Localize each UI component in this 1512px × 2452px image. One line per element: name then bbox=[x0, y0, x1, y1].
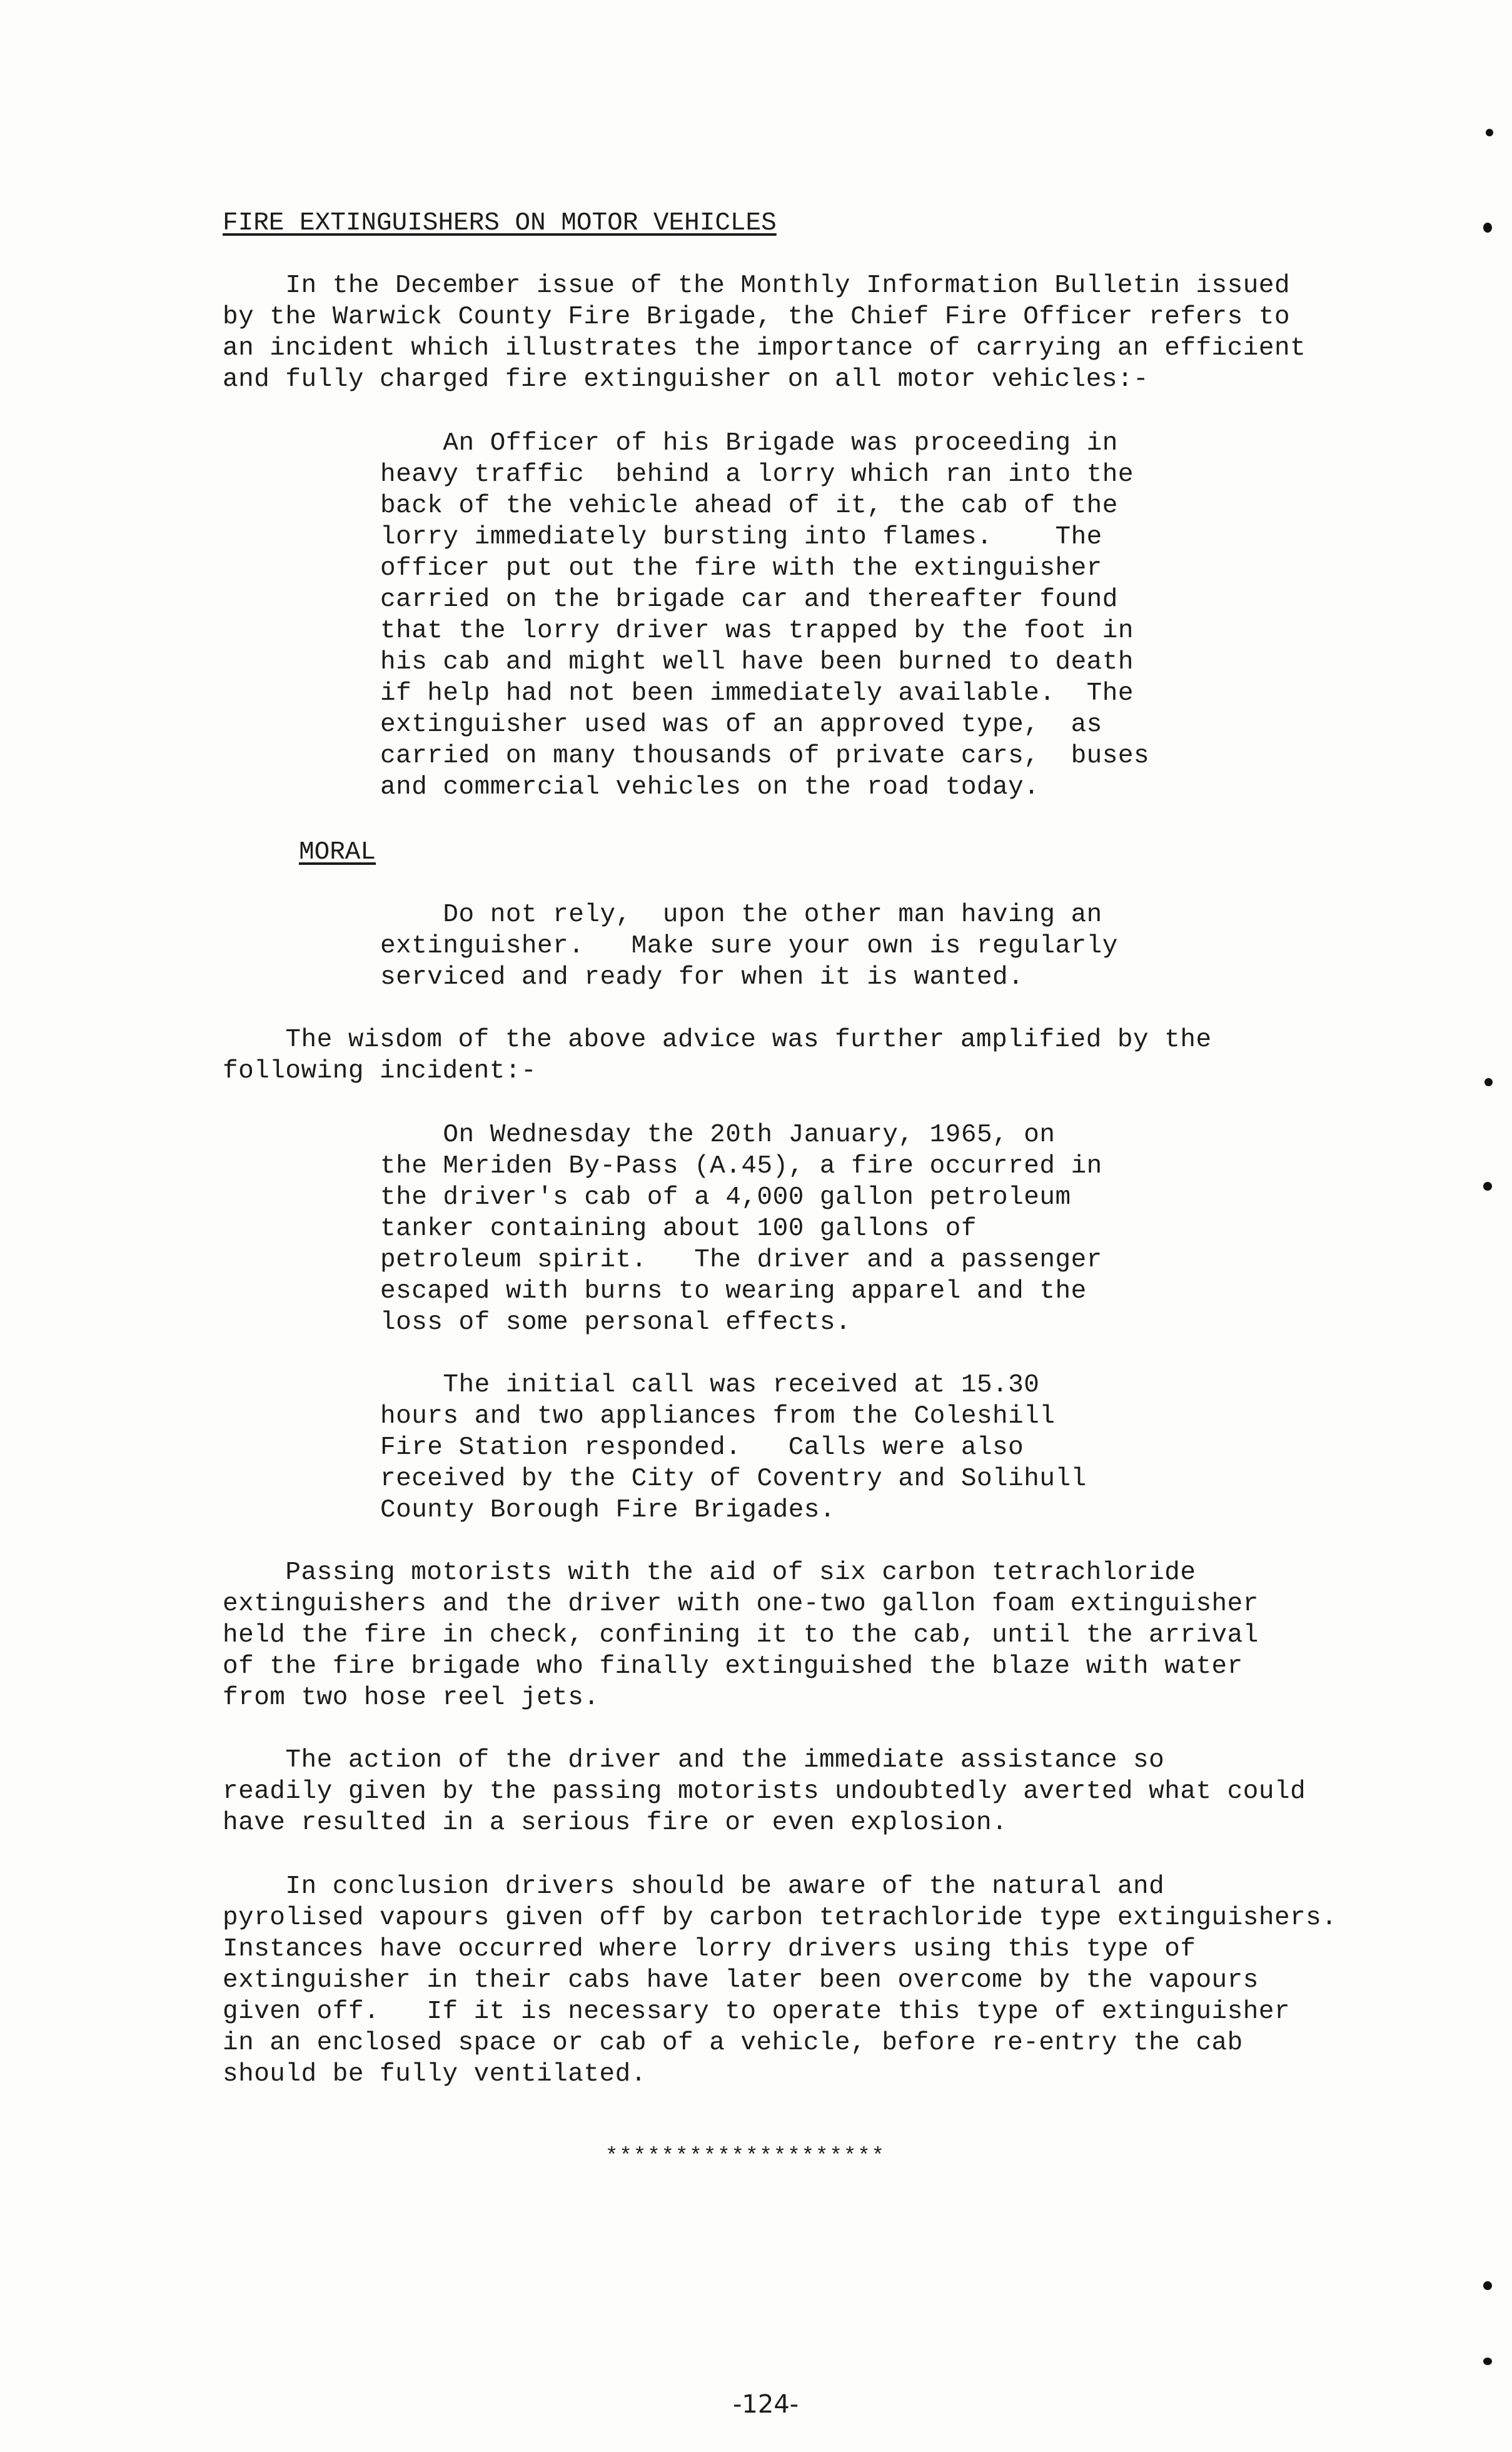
para2-line-2: following incident:- bbox=[223, 1057, 537, 1086]
page-number: -124- bbox=[733, 2390, 799, 2419]
para1-line-3: an incident which illustrates the importance of carrying an efficient bbox=[223, 334, 1306, 363]
quote1-line-1: An Officer of his Brigade was proceeding in bbox=[380, 429, 1118, 458]
quote3-line-3: Fire Station responded. Calls were also bbox=[380, 1433, 1024, 1462]
para2-line-1: The wisdom of the above advice was further amplified by the bbox=[223, 1026, 1212, 1054]
para5-line-2: pyrolised vapours given off by carbon tetrachloride type extinguishers. bbox=[223, 1904, 1338, 1932]
document-title: FIRE EXTINGUISHERS ON MOTOR VEHICLES bbox=[223, 209, 777, 238]
para3-line-2: extinguishers and the driver with one-two gallon foam extinguisher bbox=[223, 1590, 1259, 1618]
quote1-line-5: officer put out the fire with the extinguisher bbox=[380, 554, 1102, 583]
para1-line-1: In the December issue of the Monthly Information Bulletin issued bbox=[223, 271, 1291, 300]
quote2-line-5: petroleum spirit. The driver and a passenger bbox=[380, 1246, 1102, 1274]
quote3-line-2: hours and two appliances from the Coleshill bbox=[380, 1402, 1056, 1431]
para1-line-2: by the Warwick County Fire Brigade, the Chief Fire Officer refers to bbox=[223, 303, 1291, 331]
para5-line-1: In conclusion drivers should be aware of the natural and bbox=[223, 1872, 1165, 1901]
quote1-line-7: that the lorry driver was trapped by the foot in bbox=[380, 617, 1134, 645]
quote1-line-11: carried on many thousands of private cars, buses bbox=[380, 742, 1150, 770]
quote1-line-12: and commercial vehicles on the road today. bbox=[380, 773, 1040, 802]
quote2-line-6: escaped with burns to wearing apparel and the bbox=[380, 1277, 1087, 1306]
quote2-line-3: the driver's cab of a 4,000 gallon petroleum bbox=[380, 1183, 1071, 1212]
quote2-line-2: the Meriden By-Pass (A.45), a fire occurred in bbox=[380, 1152, 1102, 1181]
para3-line-4: of the fire brigade who finally extinguished the blaze with water bbox=[223, 1652, 1243, 1681]
margin-mark bbox=[1484, 1078, 1493, 1086]
para5-line-3: Instances have occurred where lorry drivers using this type of bbox=[223, 1935, 1196, 1964]
quote1-line-10: extinguisher used was of an approved type, as bbox=[380, 710, 1102, 739]
moral-line-2: extinguisher. Make sure your own is regularly bbox=[380, 932, 1118, 961]
quote2-line-4: tanker containing about 100 gallons of bbox=[380, 1214, 977, 1243]
moral-line-3: serviced and ready for when it is wanted. bbox=[380, 963, 1024, 992]
para4-line-1: The action of the driver and the immediate assistance so bbox=[223, 1746, 1165, 1775]
para3-line-1: Passing motorists with the aid of six carbon tetrachloride bbox=[223, 1558, 1196, 1587]
para3-line-3: held the fire in check, confining it to the cab, until the arrival bbox=[223, 1621, 1259, 1650]
moral-heading: MORAL bbox=[299, 838, 376, 867]
quote1-line-2: heavy traffic behind a lorry which ran into the bbox=[380, 460, 1134, 489]
quote3-line-1: The initial call was received at 15.30 bbox=[380, 1371, 1040, 1400]
quote3-line-4: received by the City of Coventry and Solihull bbox=[380, 1465, 1087, 1493]
quote2-line-7: loss of some personal effects. bbox=[380, 1308, 852, 1337]
margin-mark bbox=[1483, 223, 1492, 233]
quote1-line-6: carried on the brigade car and thereafter found bbox=[380, 585, 1118, 614]
separator-stars: ******************** bbox=[605, 2145, 886, 2169]
margin-mark bbox=[1483, 2358, 1492, 2365]
moral-line-1: Do not rely, upon the other man having an bbox=[380, 901, 1102, 929]
quote1-line-4: lorry immediately bursting into flames. The bbox=[380, 523, 1102, 552]
para4-line-2: readily given by the passing motorists undoubtedly averted what could bbox=[223, 1777, 1306, 1806]
para5-line-5: given off. If it is necessary to operate this type of extinguisher bbox=[223, 1997, 1291, 2026]
para5-line-7: should be fully ventilated. bbox=[223, 2060, 647, 2089]
para3-line-5: from two hose reel jets. bbox=[223, 1683, 600, 1712]
para1-line-4: and fully charged fire extinguisher on all motor vehicles:- bbox=[223, 365, 1149, 394]
quote1-line-3: back of the vehicle ahead of it, the cab of the bbox=[380, 492, 1118, 520]
quote1-line-9: if help had not been immediately available. The bbox=[380, 679, 1134, 708]
quote3-line-5: County Borough Fire Brigades. bbox=[380, 1496, 836, 1525]
margin-mark bbox=[1483, 1182, 1492, 1191]
para5-line-4: extinguisher in their cabs have later been overcome by the vapours bbox=[223, 1966, 1259, 1995]
para5-line-6: in an enclosed space or cab of a vehicle, before re-entry the cab bbox=[223, 2029, 1243, 2057]
margin-mark bbox=[1483, 2281, 1492, 2290]
para4-line-3: have resulted in a serious fire or even explosion. bbox=[223, 1809, 1008, 1837]
quote2-line-1: On Wednesday the 20th January, 1965, on bbox=[380, 1121, 1056, 1149]
margin-mark bbox=[1486, 129, 1493, 136]
quote1-line-8: his cab and might well have been burned to death bbox=[380, 648, 1134, 677]
